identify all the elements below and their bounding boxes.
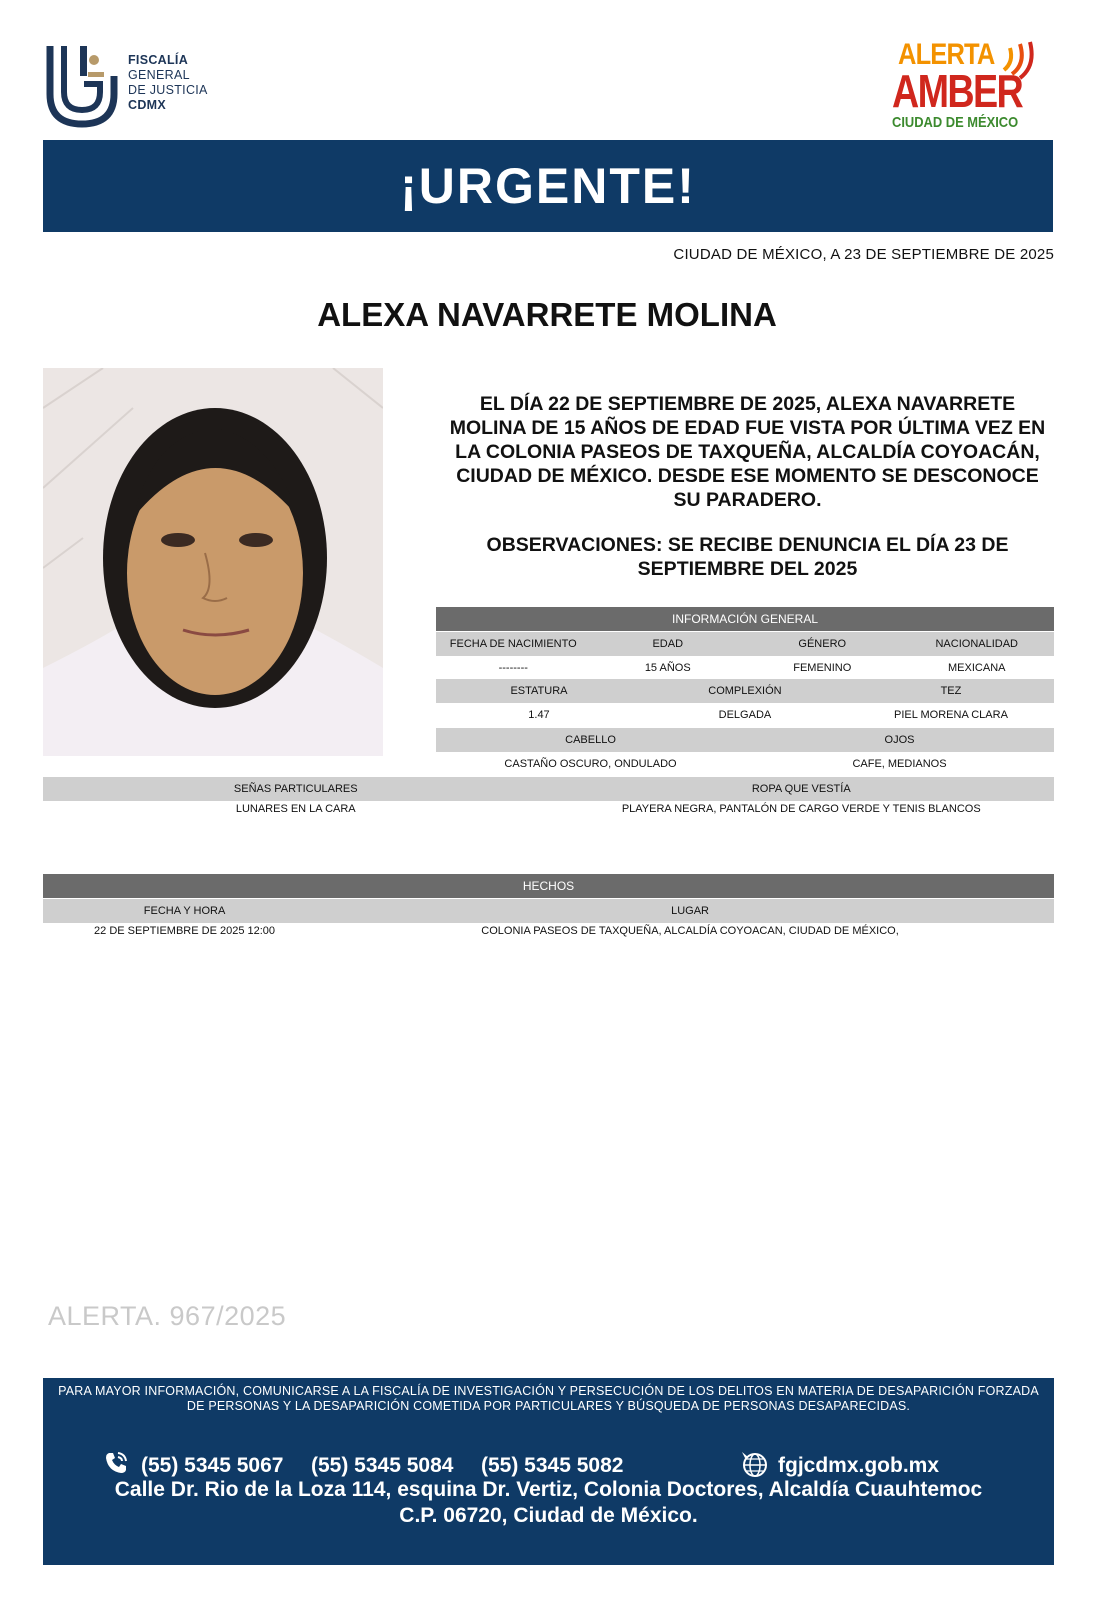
case-observations: OBSERVACIONES: SE RECIBE DENUNCIA EL DÍA 23 DE SEPTIEMBRE DEL 2025 <box>486 534 1009 580</box>
header-height: ESTATURA <box>436 679 642 703</box>
urgent-title: ¡URGENTE! <box>400 158 696 214</box>
value-hair: CASTAÑO OSCURO, ONDULADO <box>504 758 677 770</box>
value-nationality: MEXICANA <box>948 662 1006 674</box>
header-nationality: NACIONALIDAD <box>900 632 1055 657</box>
marks-clothing-table <box>43 777 1054 817</box>
header-clothing: ROPA QUE VESTÍA <box>549 777 1055 801</box>
phone-number-2[interactable]: (55) 5345 5084 <box>311 1454 454 1477</box>
header-age: EDAD <box>591 632 746 657</box>
header-hair: CABELLO <box>436 728 745 752</box>
fgj-line-1: FISCALÍA <box>128 53 189 67</box>
fgj-line-3: DE JUSTICIA <box>128 83 208 97</box>
footer-contacts <box>43 1450 1054 1480</box>
value-marks: LUNARES EN LA CARA <box>235 803 356 815</box>
case-description: EL DÍA 22 DE SEPTIEMBRE DE 2025, ALEXA NAVARRETE MOLINA DE 15 AÑOS DE EDAD FUE VISTA POR ÚLTIMA VEZ EN LA COLONIA PASEOS DE TAXQUEÑA, ALCALDÍA COYOACÁN, CIUDAD DE MÉXICO. DESDE ESE MOMENTO SE DESCONOCE SU PARADERO. <box>449 393 1046 511</box>
fgj-logo-text <box>128 53 208 113</box>
footer-notice: PARA MAYOR INFORMACIÓN, COMUNICARSE A LA FISCALÍA DE INVESTIGACIÓN Y PERSECUCIÓN DE LOS DELITOS EN MATERIA DE DESAPARICIÓN FORZADA DE PERSONAS Y LA DESAPARICIÓN COMETIDA POR PARTICULARES Y BÚSQUEDA DE PERSONAS DESAPARECIDAS. <box>58 1384 1039 1413</box>
value-height: 1.47 <box>528 709 550 721</box>
fgj-emblem-icon <box>44 42 130 128</box>
contact-footer <box>43 1378 1054 1565</box>
value-birthdate: -------- <box>498 662 528 674</box>
missing-person-photo <box>43 368 383 756</box>
header-gender: GÉNERO <box>745 632 900 657</box>
urgent-banner <box>43 140 1053 232</box>
header-marks: SEÑAS PARTICULARES <box>43 777 549 801</box>
value-datetime: 22 DE SEPTIEMBRE DE 2025 12:00 <box>94 925 276 937</box>
fgj-line-2: GENERAL <box>128 68 190 82</box>
info-title: INFORMACIÓN GENERAL <box>436 607 1054 632</box>
value-build: DELGADA <box>718 709 772 721</box>
amber-line-3: CIUDAD DE MÉXICO <box>892 114 1019 131</box>
header-place: LUGAR <box>326 899 1054 924</box>
general-info-table-2 <box>436 679 1054 727</box>
address-line-1: Calle Dr. Rio de la Loza 114, esquina Dr. Vertiz, Colonia Doctores, Alcaldía Cuauhtemoc <box>114 1478 983 1501</box>
header-birthdate: FECHA DE NACIMIENTO <box>436 632 591 657</box>
header-eyes: OJOS <box>745 728 1054 752</box>
value-age: 15 AÑOS <box>644 662 691 674</box>
header-skin: TEZ <box>848 679 1054 703</box>
header-build: COMPLEXIÓN <box>642 679 848 703</box>
facts-table <box>43 874 1054 939</box>
person-name: ALEXA NAVARRETE MOLINA <box>317 296 777 333</box>
facts-title: HECHOS <box>43 874 1054 899</box>
phone-number-3[interactable]: (55) 5345 5082 <box>481 1454 624 1477</box>
value-skin: PIEL MORENA CLARA <box>894 709 1008 721</box>
value-eyes: CAFE, MEDIANOS <box>852 758 947 770</box>
value-clothing: PLAYERA NEGRA, PANTALÓN DE CARGO VERDE Y TENIS BLANCOS <box>621 803 981 815</box>
phone-icon <box>103 1450 129 1476</box>
portrait-image <box>43 368 383 756</box>
fgj-line-4: CDMX <box>128 98 167 112</box>
website-link[interactable]: fgjcdmx.gob.mx <box>778 1454 940 1477</box>
amber-line-1: ALERTA <box>898 38 995 71</box>
header-datetime: FECHA Y HORA <box>43 899 326 924</box>
alert-number: ALERTA. 967/2025 <box>48 1301 287 1331</box>
footer-address <box>43 1477 1054 1529</box>
general-info-table <box>436 607 1054 680</box>
alerta-amber-logo <box>892 38 1038 134</box>
date-line: CIUDAD DE MÉXICO, A 23 DE SEPTIEMBRE DE 2025 <box>673 246 1054 263</box>
value-place: COLONIA PASEOS DE TAXQUEÑA, ALCALDÍA COYOACAN, CIUDAD DE MÉXICO, <box>481 925 899 937</box>
general-info-table-3 <box>436 728 1054 776</box>
value-gender: FEMENINO <box>793 662 852 674</box>
amber-line-2: AMBER <box>892 65 1023 117</box>
address-line-2: C.P. 06720, Ciudad de México. <box>399 1504 698 1527</box>
globe-icon <box>740 1450 768 1478</box>
phone-number-1[interactable]: (55) 5345 5067 <box>141 1454 284 1477</box>
